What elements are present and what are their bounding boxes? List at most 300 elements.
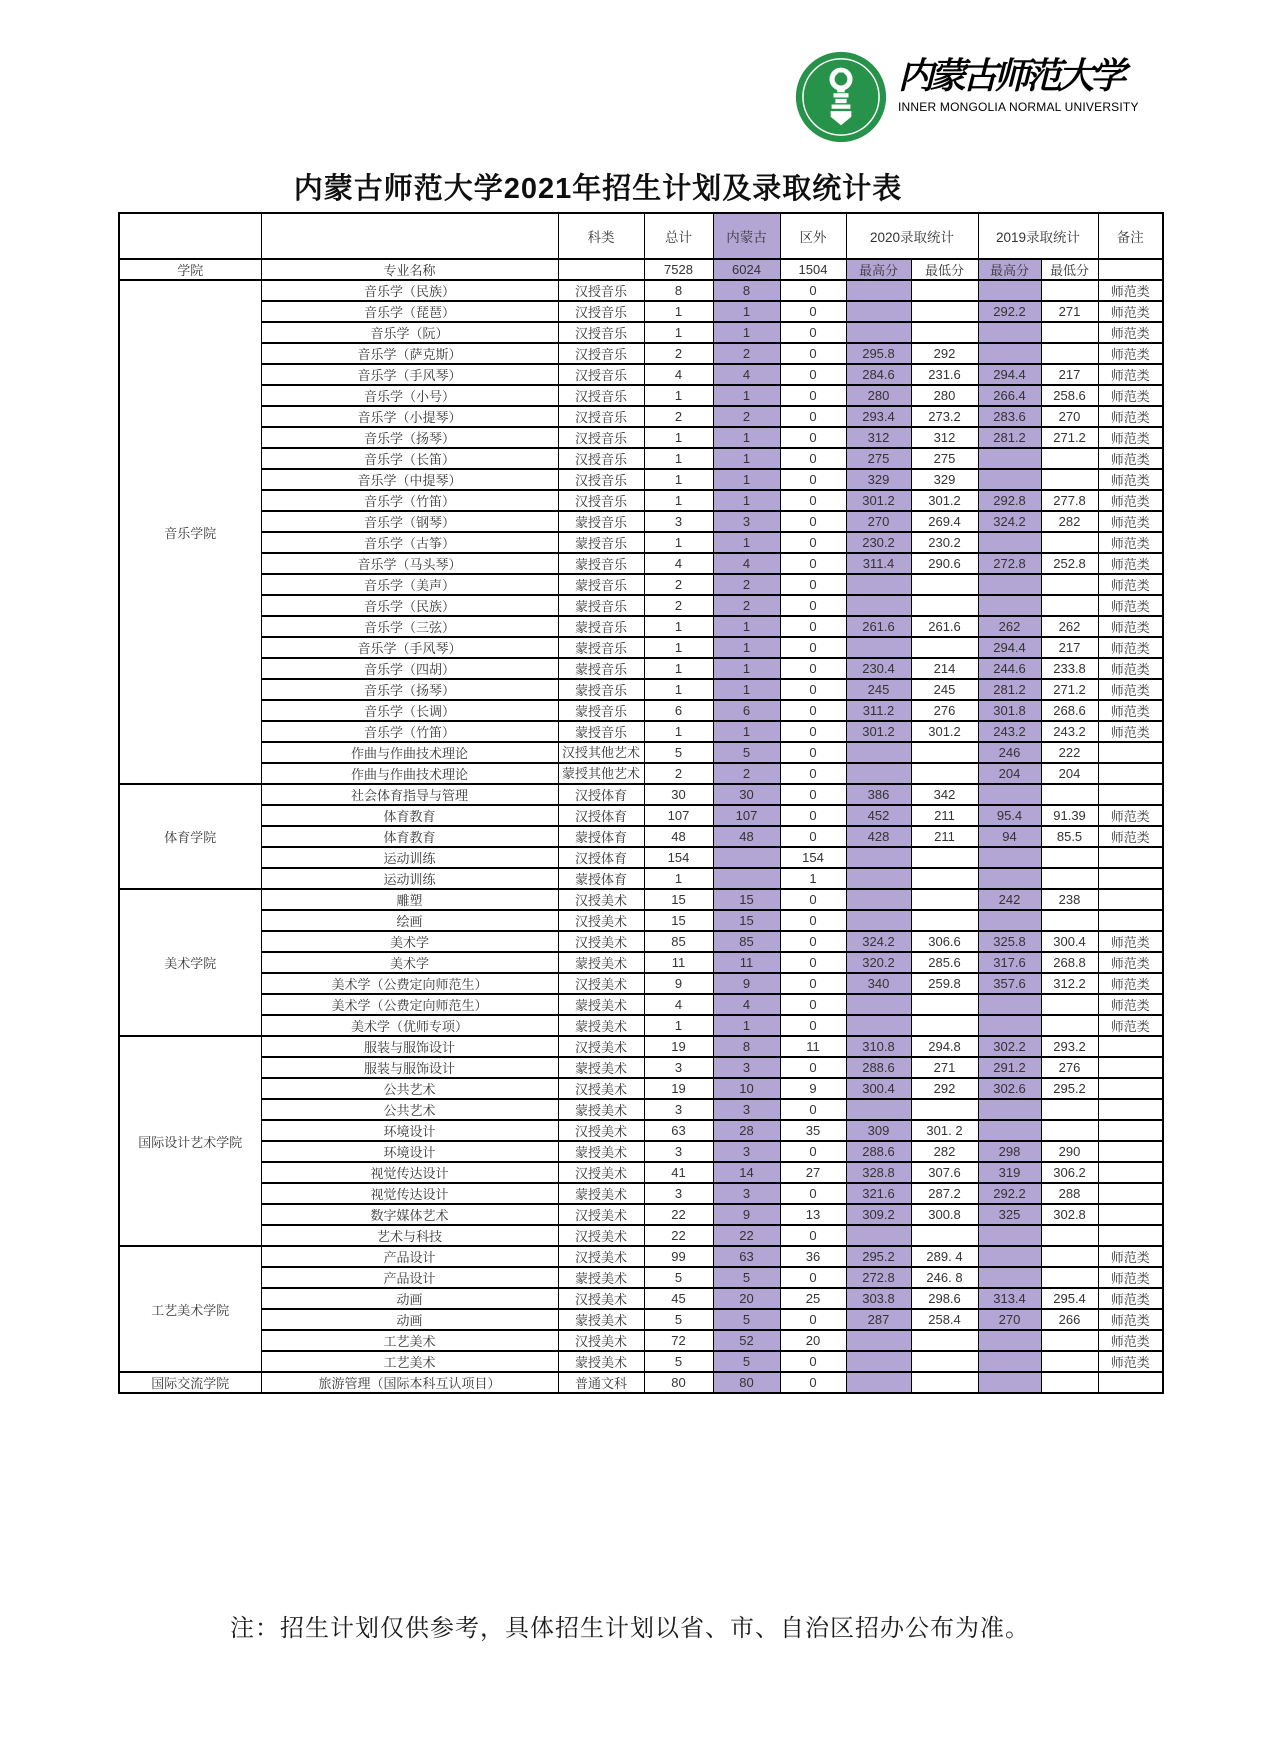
statistics-table: [118, 212, 1164, 1394]
inner-mongolia-cell: 28: [713, 1120, 780, 1141]
max-2019-cell: 325.8: [978, 931, 1041, 952]
min-2019-cell: 290: [1041, 1141, 1098, 1162]
max-2020-cell: 301.2: [846, 721, 911, 742]
min-2020-cell: 246. 8: [911, 1267, 978, 1288]
max-2019-cell: [978, 280, 1041, 301]
outside-cell: 0: [780, 574, 846, 595]
category-cell: 蒙授美术: [558, 1141, 644, 1162]
category-cell: 蒙授音乐: [558, 700, 644, 721]
min-2019-cell: [1041, 910, 1098, 931]
remark-cell: 师范类: [1098, 1330, 1163, 1351]
outside-cell: 0: [780, 763, 846, 784]
inner-mongolia-cell: 1: [713, 448, 780, 469]
inner-mongolia-cell: 3: [713, 1099, 780, 1120]
remark-cell: 师范类: [1098, 952, 1163, 973]
max-2020-cell: 275: [846, 448, 911, 469]
min-2019-cell: [1041, 784, 1098, 805]
min-2019-cell: 85.5: [1041, 826, 1098, 847]
header-college: 学院: [119, 259, 261, 280]
max-2020-cell: 320.2: [846, 952, 911, 973]
category-cell: 蒙授美术: [558, 1015, 644, 1036]
max-2019-cell: 292.2: [978, 301, 1041, 322]
remark-cell: [1098, 1078, 1163, 1099]
outside-cell: 0: [780, 1183, 846, 1204]
inner-mongolia-cell: 3: [713, 1141, 780, 1162]
outside-cell: 0: [780, 553, 846, 574]
table-row: [119, 805, 1163, 826]
table-row: [119, 742, 1163, 763]
min-2020-cell: 273.2: [911, 406, 978, 427]
total-cell: 1: [644, 322, 713, 343]
min-2019-cell: [1041, 1372, 1098, 1393]
min-2019-cell: 270: [1041, 406, 1098, 427]
table-row: [119, 763, 1163, 784]
major-cell: 环境设计: [261, 1120, 558, 1141]
min-2019-cell: 293.2: [1041, 1036, 1098, 1057]
inner-mongolia-cell: 30: [713, 784, 780, 805]
max-2020-cell: 309.2: [846, 1204, 911, 1225]
min-2020-cell: [911, 1351, 978, 1372]
max-2020-cell: [846, 637, 911, 658]
max-2020-cell: 230.2: [846, 532, 911, 553]
total-cell: 2: [644, 763, 713, 784]
outside-cell: 0: [780, 910, 846, 931]
remark-cell: 师范类: [1098, 448, 1163, 469]
max-2020-cell: [846, 847, 911, 868]
max-2019-cell: 324.2: [978, 511, 1041, 532]
major-cell: 公共艺术: [261, 1099, 558, 1120]
max-2019-cell: [978, 469, 1041, 490]
outside-cell: 0: [780, 973, 846, 994]
category-cell: 汉授美术: [558, 1120, 644, 1141]
category-cell: 蒙授美术: [558, 1057, 644, 1078]
max-2020-cell: 288.6: [846, 1141, 911, 1162]
category-cell: 汉授音乐: [558, 448, 644, 469]
major-cell: 音乐学（马头琴）: [261, 553, 558, 574]
max-2019-cell: 292.8: [978, 490, 1041, 511]
category-cell: 汉授美术: [558, 1246, 644, 1267]
outside-cell: 0: [780, 700, 846, 721]
outside-cell: 0: [780, 721, 846, 742]
max-2019-cell: 244.6: [978, 658, 1041, 679]
max-2020-cell: 312: [846, 427, 911, 448]
inner-mongolia-cell: 5: [713, 742, 780, 763]
inner-mongolia-cell: 4: [713, 994, 780, 1015]
total-cell: 1: [644, 637, 713, 658]
min-2019-cell: [1041, 469, 1098, 490]
remark-cell: [1098, 847, 1163, 868]
outside-cell: 0: [780, 490, 846, 511]
max-2020-cell: 284.6: [846, 364, 911, 385]
inner-mongolia-cell: 3: [713, 1183, 780, 1204]
major-cell: 音乐学（民族）: [261, 280, 558, 301]
table-row: [119, 1141, 1163, 1162]
remark-cell: 师范类: [1098, 1246, 1163, 1267]
max-2019-cell: [978, 1015, 1041, 1036]
remark-cell: [1098, 889, 1163, 910]
min-2019-cell: 233.8: [1041, 658, 1098, 679]
remark-cell: 师范类: [1098, 1015, 1163, 1036]
max-2020-cell: 328.8: [846, 1162, 911, 1183]
category-cell: 蒙授音乐: [558, 553, 644, 574]
major-cell: 动画: [261, 1309, 558, 1330]
outside-cell: 0: [780, 952, 846, 973]
total-cell: 41: [644, 1162, 713, 1183]
max-2019-cell: [978, 322, 1041, 343]
max-2019-cell: [978, 910, 1041, 931]
max-2020-cell: 245: [846, 679, 911, 700]
category-cell: 汉授美术: [558, 910, 644, 931]
remark-cell: 师范类: [1098, 826, 1163, 847]
min-2019-cell: [1041, 994, 1098, 1015]
header-blank-college: [119, 213, 261, 259]
remark-cell: 师范类: [1098, 553, 1163, 574]
remark-cell: 师范类: [1098, 973, 1163, 994]
max-2020-cell: 301.2: [846, 490, 911, 511]
table-row: [119, 1078, 1163, 1099]
total-cell: 11: [644, 952, 713, 973]
category-cell: 汉授美术: [558, 1204, 644, 1225]
major-cell: 运动训练: [261, 847, 558, 868]
outside-cell: 9: [780, 1078, 846, 1099]
max-2020-cell: 293.4: [846, 406, 911, 427]
category-cell: 汉授音乐: [558, 301, 644, 322]
remark-cell: 师范类: [1098, 532, 1163, 553]
remark-cell: 师范类: [1098, 364, 1163, 385]
header-2019-group: 2019录取统计: [978, 213, 1098, 259]
outside-cell: 0: [780, 406, 846, 427]
total-cell: 72: [644, 1330, 713, 1351]
inner-mongolia-cell: 8: [713, 1036, 780, 1057]
outside-cell: 0: [780, 994, 846, 1015]
min-2020-cell: 289. 4: [911, 1246, 978, 1267]
major-cell: 音乐学（民族）: [261, 595, 558, 616]
max-2019-cell: 319: [978, 1162, 1041, 1183]
inner-mongolia-cell: 1: [713, 637, 780, 658]
category-cell: 汉授美术: [558, 1162, 644, 1183]
total-cell: 1: [644, 427, 713, 448]
min-2020-cell: 290.6: [911, 553, 978, 574]
category-cell: 汉授体育: [558, 847, 644, 868]
category-cell: 汉授音乐: [558, 385, 644, 406]
min-2019-cell: 222: [1041, 742, 1098, 763]
min-2020-cell: [911, 1330, 978, 1351]
min-2019-cell: [1041, 1330, 1098, 1351]
min-2020-cell: 282: [911, 1141, 978, 1162]
table-row: [119, 1162, 1163, 1183]
max-2020-cell: 452: [846, 805, 911, 826]
category-cell: 蒙授美术: [558, 1267, 644, 1288]
table-row: [119, 511, 1163, 532]
min-2020-cell: 301.2: [911, 721, 978, 742]
max-2019-cell: 357.6: [978, 973, 1041, 994]
total-cell: 22: [644, 1204, 713, 1225]
major-cell: 美术学（公费定向师范生）: [261, 973, 558, 994]
total-cell: 1: [644, 1015, 713, 1036]
total-cell: 99: [644, 1246, 713, 1267]
outside-cell: 27: [780, 1162, 846, 1183]
min-2020-cell: 214: [911, 658, 978, 679]
category-cell: 蒙授美术: [558, 994, 644, 1015]
remark-cell: 师范类: [1098, 637, 1163, 658]
min-2019-cell: 266: [1041, 1309, 1098, 1330]
outside-cell: 13: [780, 1204, 846, 1225]
min-2020-cell: [911, 763, 978, 784]
max-2019-cell: [978, 448, 1041, 469]
min-2020-cell: 285.6: [911, 952, 978, 973]
major-cell: 环境设计: [261, 1141, 558, 1162]
min-2020-cell: 231.6: [911, 364, 978, 385]
remark-cell: [1098, 742, 1163, 763]
max-2019-cell: 301.8: [978, 700, 1041, 721]
inner-mongolia-cell: 2: [713, 406, 780, 427]
category-cell: 汉授音乐: [558, 343, 644, 364]
major-cell: 美术学（优师专项）: [261, 1015, 558, 1036]
min-2019-cell: [1041, 868, 1098, 889]
outside-cell: 0: [780, 742, 846, 763]
inner-mongolia-cell: 1: [713, 616, 780, 637]
remark-cell: [1098, 910, 1163, 931]
table-row: [119, 931, 1163, 952]
min-2020-cell: [911, 322, 978, 343]
table-row: [119, 700, 1163, 721]
total-cell: 2: [644, 595, 713, 616]
category-cell: 汉授其他艺术: [558, 742, 644, 763]
total-cell: 3: [644, 1099, 713, 1120]
remark-cell: 师范类: [1098, 994, 1163, 1015]
remark-cell: 师范类: [1098, 406, 1163, 427]
min-2019-cell: 243.2: [1041, 721, 1098, 742]
table-row: [119, 847, 1163, 868]
max-2020-cell: 270: [846, 511, 911, 532]
remark-cell: 师范类: [1098, 1267, 1163, 1288]
min-2020-cell: 211: [911, 826, 978, 847]
inner-mongolia-cell: 2: [713, 574, 780, 595]
min-2020-cell: [911, 574, 978, 595]
header-max-2019: 最高分: [978, 259, 1041, 280]
total-cell: 19: [644, 1078, 713, 1099]
min-2019-cell: [1041, 448, 1098, 469]
major-cell: 美术学: [261, 931, 558, 952]
inner-mongolia-cell: 1: [713, 427, 780, 448]
max-2020-cell: 340: [846, 973, 911, 994]
inner-mongolia-cell: 1: [713, 658, 780, 679]
category-cell: 蒙授音乐: [558, 595, 644, 616]
min-2019-cell: 295.4: [1041, 1288, 1098, 1309]
major-cell: 音乐学（萨克斯）: [261, 343, 558, 364]
max-2020-cell: [846, 1372, 911, 1393]
outside-cell: 20: [780, 1330, 846, 1351]
header-row-groups: [119, 213, 1163, 259]
min-2019-cell: [1041, 532, 1098, 553]
college-cell: 国际交流学院: [119, 1372, 261, 1393]
table-row: [119, 1288, 1163, 1309]
max-2020-cell: 329: [846, 469, 911, 490]
max-2020-cell: 295.8: [846, 343, 911, 364]
outside-cell: 0: [780, 805, 846, 826]
header-inner-mongolia: 内蒙古: [713, 213, 780, 259]
table-row: [119, 385, 1163, 406]
outside-cell: 0: [780, 301, 846, 322]
table-row: [119, 1057, 1163, 1078]
max-2019-cell: [978, 532, 1041, 553]
major-cell: 服装与服饰设计: [261, 1036, 558, 1057]
remark-cell: 师范类: [1098, 490, 1163, 511]
remark-cell: 师范类: [1098, 931, 1163, 952]
inner-mongolia-cell: 14: [713, 1162, 780, 1183]
min-2020-cell: [911, 1015, 978, 1036]
inner-mongolia-cell: 10: [713, 1078, 780, 1099]
major-cell: 视觉传达设计: [261, 1162, 558, 1183]
remark-cell: 师范类: [1098, 1288, 1163, 1309]
major-cell: 音乐学（四胡）: [261, 658, 558, 679]
inner-mongolia-cell: 1: [713, 721, 780, 742]
inner-mongolia-cell: 5: [713, 1309, 780, 1330]
min-2019-cell: 271.2: [1041, 427, 1098, 448]
major-cell: 体育教育: [261, 826, 558, 847]
remark-cell: 师范类: [1098, 679, 1163, 700]
min-2020-cell: [911, 280, 978, 301]
max-2020-cell: 321.6: [846, 1183, 911, 1204]
category-cell: 汉授音乐: [558, 427, 644, 448]
max-2020-cell: [846, 574, 911, 595]
inner-mongolia-cell: 63: [713, 1246, 780, 1267]
min-2019-cell: 268.8: [1041, 952, 1098, 973]
header-row-sums: [119, 259, 1163, 280]
page-title: 内蒙古师范大学2021年招生计划及录取统计表: [293, 173, 903, 205]
table-row: [119, 1309, 1163, 1330]
min-2020-cell: 269.4: [911, 511, 978, 532]
major-cell: 音乐学（中提琴）: [261, 469, 558, 490]
remark-cell: 师范类: [1098, 469, 1163, 490]
max-2020-cell: [846, 301, 911, 322]
inner-mongolia-cell: 1: [713, 301, 780, 322]
total-cell: 3: [644, 511, 713, 532]
min-2020-cell: 292: [911, 343, 978, 364]
outside-cell: 0: [780, 637, 846, 658]
max-2020-cell: 300.4: [846, 1078, 911, 1099]
max-2019-cell: 246: [978, 742, 1041, 763]
max-2020-cell: 230.4: [846, 658, 911, 679]
min-2019-cell: 238: [1041, 889, 1098, 910]
major-cell: 音乐学（长笛）: [261, 448, 558, 469]
min-2020-cell: [911, 1225, 978, 1246]
min-2020-cell: [911, 595, 978, 616]
remark-cell: [1098, 1120, 1163, 1141]
min-2019-cell: 91.39: [1041, 805, 1098, 826]
inner-mongolia-cell: 8: [713, 280, 780, 301]
remark-cell: 师范类: [1098, 595, 1163, 616]
max-2020-cell: [846, 742, 911, 763]
total-cell: 1: [644, 448, 713, 469]
total-cell: 1: [644, 721, 713, 742]
inner-mongolia-cell: 5: [713, 1267, 780, 1288]
table-row: [119, 1015, 1163, 1036]
outside-cell: 0: [780, 1141, 846, 1162]
major-cell: 公共艺术: [261, 1078, 558, 1099]
header-outside: 区外: [780, 213, 846, 259]
total-cell: 4: [644, 364, 713, 385]
table-row: [119, 553, 1163, 574]
table-row: [119, 490, 1163, 511]
max-2020-cell: [846, 1099, 911, 1120]
major-cell: 工艺美术: [261, 1330, 558, 1351]
table-row: [119, 637, 1163, 658]
total-cell: 63: [644, 1120, 713, 1141]
inner-mongolia-cell: 2: [713, 595, 780, 616]
header-min-2019: 最低分: [1041, 259, 1098, 280]
min-2019-cell: 306.2: [1041, 1162, 1098, 1183]
total-cell: 5: [644, 1267, 713, 1288]
max-2019-cell: [978, 1120, 1041, 1141]
total-cell: 1: [644, 385, 713, 406]
header-total: 总计: [644, 213, 713, 259]
category-cell: 汉授体育: [558, 805, 644, 826]
min-2020-cell: 230.2: [911, 532, 978, 553]
major-cell: 运动训练: [261, 868, 558, 889]
max-2019-cell: [978, 1351, 1041, 1372]
logo-text-block: [898, 50, 1139, 114]
header-category: 科类: [558, 213, 644, 259]
max-2019-cell: [978, 868, 1041, 889]
outside-cell: 0: [780, 532, 846, 553]
outside-cell: 35: [780, 1120, 846, 1141]
min-2020-cell: 301. 2: [911, 1120, 978, 1141]
max-2019-cell: 317.6: [978, 952, 1041, 973]
min-2019-cell: [1041, 1225, 1098, 1246]
table-row: [119, 826, 1163, 847]
min-2019-cell: [1041, 1246, 1098, 1267]
min-2020-cell: 342: [911, 784, 978, 805]
max-2019-cell: 272.8: [978, 553, 1041, 574]
major-cell: 社会体育指导与管理: [261, 784, 558, 805]
table-row: [119, 595, 1163, 616]
max-2019-cell: [978, 1099, 1041, 1120]
inner-mongolia-cell: 5: [713, 1351, 780, 1372]
inner-mongolia-cell: 4: [713, 553, 780, 574]
min-2020-cell: [911, 742, 978, 763]
total-cell: 4: [644, 994, 713, 1015]
table-row: [119, 1267, 1163, 1288]
total-cell: 3: [644, 1183, 713, 1204]
remark-cell: 师范类: [1098, 1309, 1163, 1330]
outside-cell: 36: [780, 1246, 846, 1267]
min-2020-cell: 294.8: [911, 1036, 978, 1057]
min-2019-cell: 300.4: [1041, 931, 1098, 952]
max-2019-cell: [978, 1246, 1041, 1267]
max-2019-cell: 270: [978, 1309, 1041, 1330]
category-cell: 蒙授美术: [558, 952, 644, 973]
remark-cell: [1098, 1141, 1163, 1162]
major-cell: 作曲与作曲技术理论: [261, 742, 558, 763]
outside-cell: 0: [780, 826, 846, 847]
max-2020-cell: 272.8: [846, 1267, 911, 1288]
header-inner-mongolia-sum: 6024: [713, 259, 780, 280]
major-cell: 产品设计: [261, 1267, 558, 1288]
college-cell: 国际设计艺术学院: [119, 1036, 261, 1246]
total-cell: 1: [644, 868, 713, 889]
university-emblem-icon: [794, 50, 888, 144]
table-row: [119, 1036, 1163, 1057]
max-2020-cell: 311.2: [846, 700, 911, 721]
min-2019-cell: 277.8: [1041, 490, 1098, 511]
total-cell: 15: [644, 910, 713, 931]
table-row: [119, 469, 1163, 490]
outside-cell: 0: [780, 1099, 846, 1120]
max-2020-cell: [846, 595, 911, 616]
min-2020-cell: [911, 889, 978, 910]
category-cell: 汉授美术: [558, 889, 644, 910]
